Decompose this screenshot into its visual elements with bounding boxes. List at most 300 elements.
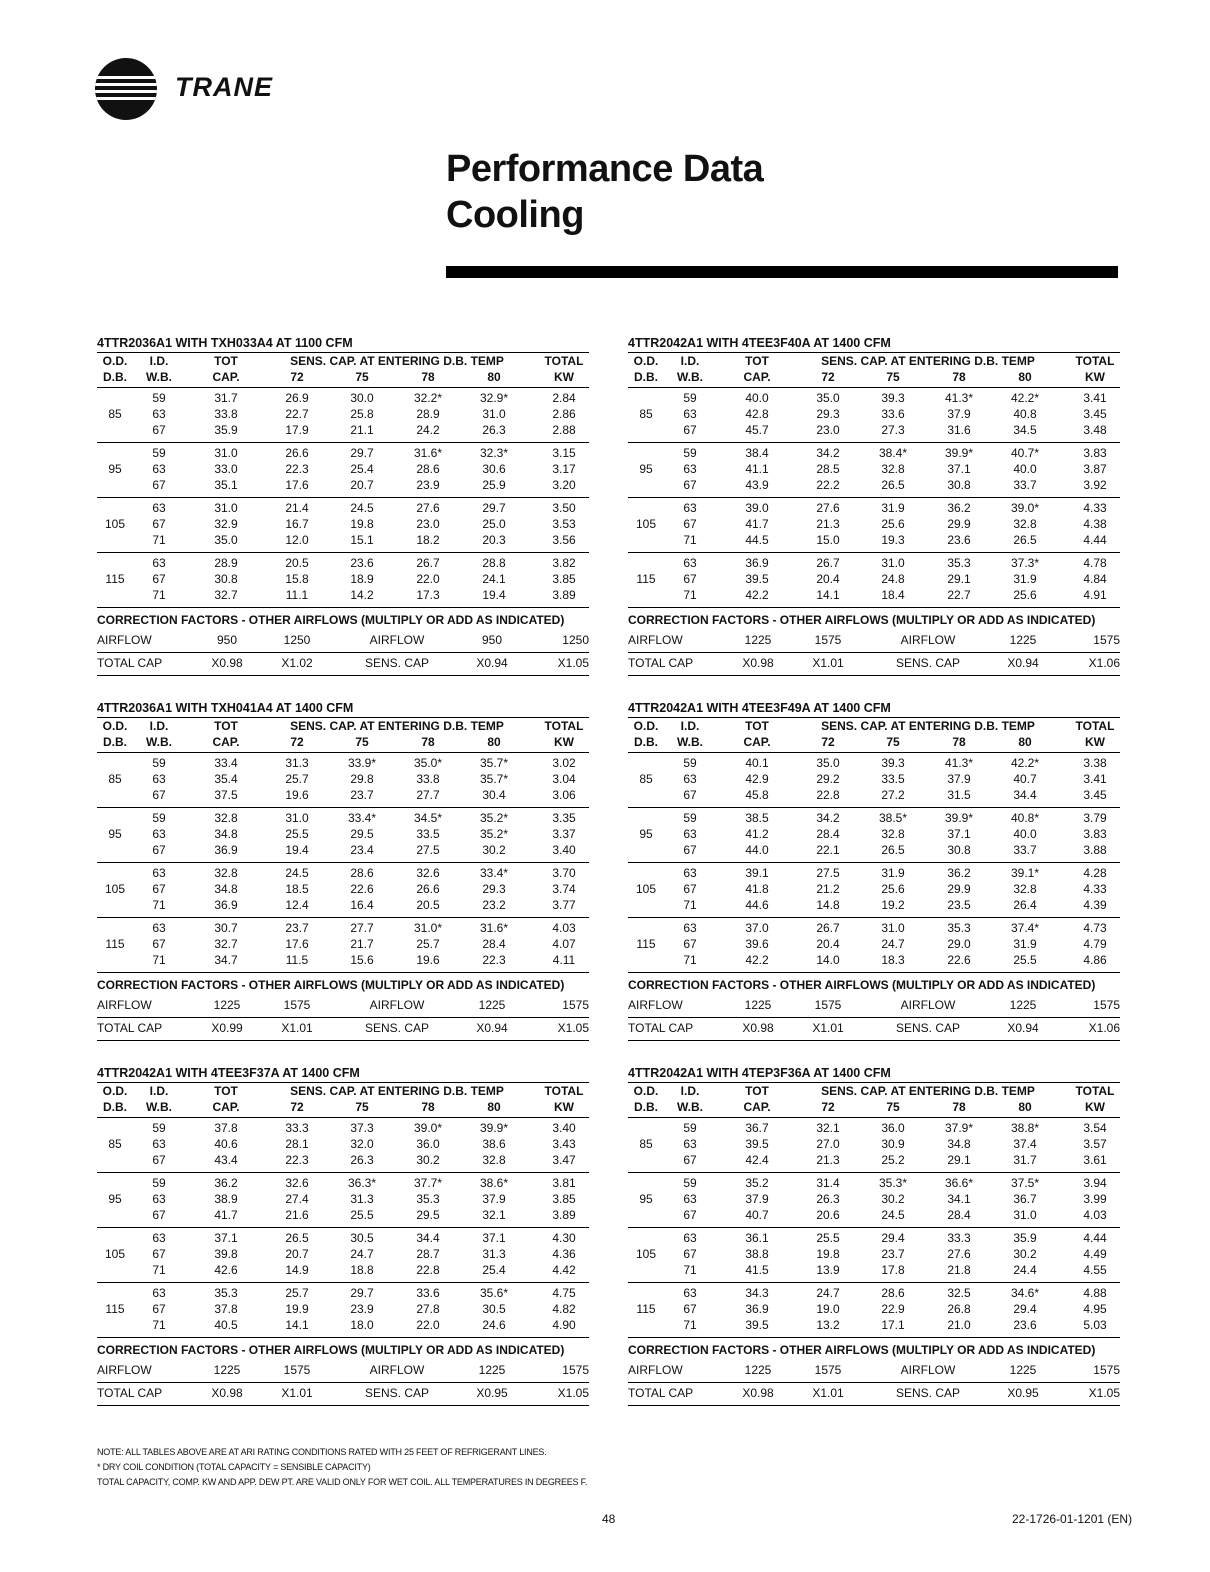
tot-cap-value: 34.8 [214, 882, 238, 896]
od-group [628, 1118, 1120, 1173]
tot-cap-value: 42.6 [214, 1263, 238, 1277]
total-cap-label: TOTAL CAP [97, 1386, 163, 1400]
sens-80-value: 25.6 [1013, 588, 1037, 602]
sens-80-value: 35.7* [479, 756, 509, 770]
tot-cap-value: 45.8 [745, 788, 769, 802]
airflow-value: 1575 [562, 998, 589, 1012]
sens-75-value: 31.9 [881, 501, 905, 515]
total-kw-value: 3.45 [1083, 788, 1107, 802]
airflow-label: AIRFLOW [369, 998, 425, 1012]
tot-cap-value: 32.8 [214, 811, 238, 825]
sens-75-value: 36.3* [347, 1176, 377, 1190]
tot-cap-value: 31.0 [214, 446, 238, 460]
sens-75-value: 28.6 [350, 866, 374, 880]
wb-value: 71 [152, 1263, 166, 1277]
sens-78-value: 23.0 [416, 517, 440, 531]
sens-75-value: 27.2 [881, 788, 905, 802]
od-temperature: 95 [108, 1192, 122, 1206]
total-kw-value: 4.90 [552, 1318, 576, 1332]
wb-value: 59 [152, 756, 166, 770]
tot-cap-value: 31.7 [214, 391, 238, 405]
tot-cap-value: 32.9 [214, 517, 238, 531]
airflow-row [97, 1360, 589, 1383]
header-db: D.B. [634, 1100, 658, 1114]
sens-78-value: 29.1 [947, 1153, 971, 1167]
trane-logo [95, 58, 295, 122]
header-cap: CAP. [212, 1100, 240, 1114]
total-kw-value: 3.41 [1083, 391, 1107, 405]
sens-75-value: 25.6 [881, 882, 905, 896]
od-temperature: 105 [104, 517, 126, 531]
tot-cap-value: 35.3 [214, 1286, 238, 1300]
sens-72-value: 11.5 [285, 953, 309, 967]
tot-cap-value: 45.7 [745, 423, 769, 437]
sens-80-value: 38.8* [1010, 1121, 1040, 1135]
sens-75-value: 29.5 [350, 827, 374, 841]
wb-value: 67 [683, 1208, 697, 1222]
header-kw: KW [554, 1100, 574, 1114]
sens-78-value: 28.6 [416, 462, 440, 476]
sens-72-value: 25.5 [285, 827, 309, 841]
header-tot: TOT [745, 1084, 769, 1098]
sens-78-value: 29.9 [947, 517, 971, 531]
sens-80-value: 37.3* [1010, 556, 1040, 570]
sens-cap-factor: X0.95 [1007, 1386, 1039, 1400]
wb-value: 67 [152, 572, 166, 586]
sens-cap-label: SENS. CAP [895, 1021, 961, 1035]
sens-78-value: 33.6 [416, 1286, 440, 1300]
sens-78-value: 31.6 [947, 423, 971, 437]
sens-72-value: 33.3 [285, 1121, 309, 1135]
total-cap-row [628, 1383, 1120, 1406]
sens-80-value: 42.2* [1010, 391, 1040, 405]
sens-72-value: 14.9 [285, 1263, 309, 1277]
header-temp: 75 [355, 370, 369, 384]
sens-78-value: 36.0 [416, 1137, 440, 1151]
header-od: O.D. [102, 354, 128, 368]
tot-cap-value: 37.9 [745, 1192, 769, 1206]
od-temperature: 85 [639, 772, 653, 786]
od-group [97, 1283, 589, 1338]
header-cap: CAP. [212, 370, 240, 384]
header-temp: 72 [290, 370, 304, 384]
airflow-label: AIRFLOW [900, 1363, 956, 1377]
total-cap-row [97, 653, 589, 676]
airflow-label: AIRFLOW [369, 633, 425, 647]
tot-cap-value: 35.0 [214, 533, 238, 547]
od-temperature: 85 [108, 407, 122, 421]
sens-80-value: 36.7 [1013, 1192, 1037, 1206]
sens-72-value: 14.1 [285, 1318, 309, 1332]
tot-cap-value: 39.1 [745, 866, 769, 880]
sens-80-value: 28.4 [482, 937, 506, 951]
sens-80-value: 32.3* [479, 446, 509, 460]
header-temp: 78 [952, 735, 966, 749]
sens-78-value: 35.3 [947, 556, 971, 570]
sens-78-value: 26.8 [947, 1302, 971, 1316]
sens-72-value: 17.9 [285, 423, 309, 437]
airflow-row [628, 1360, 1120, 1383]
tot-cap-value: 33.8 [214, 407, 238, 421]
performance-table [97, 334, 589, 676]
tot-cap-value: 28.9 [214, 556, 238, 570]
sens-78-value: 35.0* [413, 756, 443, 770]
total-kw-value: 3.82 [552, 556, 576, 570]
airflow-value: 1575 [562, 1363, 589, 1377]
sens-80-value: 40.0 [1013, 462, 1037, 476]
performance-table [628, 334, 1120, 676]
sens-72-value: 31.4 [816, 1176, 840, 1190]
total-kw-value: 3.74 [552, 882, 576, 896]
sens-78-value: 27.8 [416, 1302, 440, 1316]
total-kw-value: 4.49 [1083, 1247, 1107, 1261]
tot-cap-value: 39.5 [745, 1137, 769, 1151]
sens-80-value: 31.9 [1013, 572, 1037, 586]
sens-78-value: 19.6 [416, 953, 440, 967]
sens-80-value: 40.7* [1010, 446, 1040, 460]
wb-value: 59 [152, 391, 166, 405]
sens-78-value: 34.8 [947, 1137, 971, 1151]
header-od: O.D. [633, 354, 659, 368]
note-line-1: NOTE: ALL TABLES ABOVE ARE AT ARI RATING CONDITIONS RATED WITH 25 FEET OF REFRIGERANT LINES. [97, 1447, 547, 1457]
od-temperature: 115 [636, 572, 656, 586]
tot-cap-value: 41.8 [745, 882, 769, 896]
sens-75-value: 17.8 [881, 1263, 905, 1277]
sens-75-value: 14.2 [350, 588, 374, 602]
wb-value: 67 [152, 423, 166, 437]
sens-cap-factor: X0.95 [476, 1386, 508, 1400]
sens-72-value: 22.1 [816, 843, 840, 857]
header-id: I.D. [680, 354, 700, 368]
wb-value: 63 [683, 921, 697, 935]
sens-75-value: 15.1 [350, 533, 374, 547]
sens-72-value: 26.6 [285, 446, 309, 460]
wb-value: 67 [683, 423, 697, 437]
header-tot: TOT [214, 719, 238, 733]
sens-80-value: 29.3 [482, 882, 506, 896]
sens-78-value: 22.0 [416, 572, 440, 586]
total-kw-value: 3.57 [1083, 1137, 1107, 1151]
airflow-value: 1225 [213, 1363, 241, 1377]
total-kw-value: 3.83 [1083, 827, 1107, 841]
sens-75-value: 24.5 [350, 501, 374, 515]
tot-cap-value: 38.8 [745, 1247, 769, 1261]
airflow-label: AIRFLOW [628, 633, 683, 647]
sens-80-value: 30.6 [482, 462, 506, 476]
sens-72-value: 20.6 [816, 1208, 840, 1222]
tot-cap-value: 32.7 [214, 937, 238, 951]
sens-72-value: 29.2 [816, 772, 840, 786]
sens-72-value: 25.7 [285, 1286, 309, 1300]
sens-78-value: 37.9 [947, 407, 971, 421]
sens-72-value: 35.0 [816, 756, 840, 770]
sens-80-value: 35.2* [479, 827, 509, 841]
sens-cap-factor: X0.94 [1007, 1021, 1039, 1035]
wb-value: 63 [152, 921, 166, 935]
sens-78-value: 18.2 [416, 533, 440, 547]
correction-title-bold: CORRECTION FACTORS - OTHER AIRFLOWS [628, 613, 889, 627]
sens-72-value: 32.6 [285, 1176, 309, 1190]
wb-value: 59 [683, 1176, 697, 1190]
tot-cap-value: 40.6 [214, 1137, 238, 1151]
total-kw-value: 3.38 [1083, 756, 1107, 770]
tot-cap-value: 31.0 [214, 501, 238, 515]
sens-80-value: 30.2 [482, 843, 506, 857]
sens-75-value: 27.3 [881, 423, 905, 437]
header-kw: KW [1085, 1100, 1105, 1114]
tot-cap-value: 42.2 [745, 953, 769, 967]
sens-78-value: 22.7 [947, 588, 971, 602]
wb-value: 67 [683, 788, 697, 802]
sens-78-value: 30.8 [947, 478, 971, 492]
header-temp: 80 [1018, 1100, 1032, 1114]
airflow-value: 1225 [478, 1363, 506, 1377]
total-cap-row [628, 653, 1120, 676]
sens-75-value: 35.3* [878, 1176, 908, 1190]
tot-cap-value: 44.6 [745, 898, 769, 912]
sens-72-value: 15.0 [816, 533, 840, 547]
airflow-row [97, 630, 589, 653]
sens-75-value: 26.3 [350, 1153, 374, 1167]
total-kw-value: 4.03 [1083, 1208, 1107, 1222]
wb-value: 63 [152, 407, 166, 421]
sens-75-value: 33.9* [347, 756, 377, 770]
total-kw-value: 3.45 [1083, 407, 1107, 421]
airflow-value: 1225 [744, 633, 772, 647]
airflow-value: 1225 [1009, 998, 1037, 1012]
header-tot: TOT [214, 1084, 238, 1098]
sens-78-value: 36.2 [947, 501, 971, 515]
wb-value: 63 [152, 1137, 166, 1151]
sens-75-value: 37.3 [350, 1121, 374, 1135]
airflow-value: 1225 [1009, 633, 1037, 647]
sens-cap-factor: X0.94 [476, 656, 508, 670]
sens-78-value: 23.6 [947, 533, 971, 547]
total-kw-value: 3.56 [552, 533, 576, 547]
sens-72-value: 22.7 [285, 407, 309, 421]
sens-78-value: 27.6 [416, 501, 440, 515]
sens-72-value: 35.0 [816, 391, 840, 405]
sens-75-value: 29.7 [350, 446, 374, 460]
od-temperature: 85 [639, 1137, 653, 1151]
sens-72-value: 22.3 [285, 462, 309, 476]
sens-80-value: 31.0 [1013, 1208, 1037, 1222]
sens-72-value: 26.3 [816, 1192, 840, 1206]
od-temperature: 115 [636, 1302, 656, 1316]
header-sens-cap: SENS. CAP. AT ENTERING D.B. TEMP [821, 719, 1035, 733]
sens-78-value: 36.2 [947, 866, 971, 880]
airflow-value: 1575 [814, 633, 842, 647]
tot-cap-value: 43.9 [745, 478, 769, 492]
sens-78-value: 30.2 [416, 1153, 440, 1167]
sens-72-value: 21.6 [285, 1208, 309, 1222]
airflow-value: 1250 [562, 633, 589, 647]
od-group [97, 1118, 589, 1173]
total-cap-row [97, 1383, 589, 1406]
wb-value: 59 [152, 811, 166, 825]
tot-cap-value: 36.9 [214, 898, 238, 912]
wb-value: 63 [152, 462, 166, 476]
wb-value: 71 [152, 588, 166, 602]
sens-75-value: 24.7 [350, 1247, 374, 1261]
total-kw-value: 4.39 [1083, 898, 1107, 912]
total-cap-row [97, 1018, 589, 1041]
total-kw-value: 3.50 [552, 501, 576, 515]
od-group [628, 443, 1120, 498]
sens-75-value: 23.6 [350, 556, 374, 570]
sens-72-value: 13.2 [816, 1318, 840, 1332]
tot-cap-value: 39.5 [745, 1318, 769, 1332]
total-kw-value: 4.82 [552, 1302, 576, 1316]
airflow-value: 1575 [1093, 1363, 1120, 1377]
airflow-value: 950 [481, 633, 503, 647]
total-kw-value: 4.86 [1083, 953, 1107, 967]
correction-factors-title [97, 973, 589, 995]
total-kw-value: 4.30 [552, 1231, 576, 1245]
header-id: I.D. [680, 1084, 700, 1098]
header-total: TOTAL [544, 354, 584, 368]
table-title: 4TTR2042A1 WITH 4TEE3F37A AT 1400 CFM [97, 1064, 589, 1083]
sens-75-value: 25.6 [881, 517, 905, 531]
header-wb: W.B. [677, 1100, 703, 1114]
od-temperature: 115 [636, 937, 656, 951]
page-title-line1: Performance Data [446, 148, 764, 190]
total-kw-value: 3.37 [552, 827, 576, 841]
total-kw-value: 2.84 [552, 391, 576, 405]
table-title: 4TTR2036A1 WITH TXH033A4 AT 1100 CFM [97, 334, 589, 353]
airflow-value: 1575 [814, 1363, 842, 1377]
wb-value: 63 [683, 866, 697, 880]
header-total: TOTAL [544, 1084, 584, 1098]
wb-value: 59 [683, 756, 697, 770]
total-kw-value: 3.54 [1083, 1121, 1107, 1135]
header-od: O.D. [633, 1084, 659, 1098]
sens-72-value: 28.1 [285, 1137, 309, 1151]
header-db: D.B. [634, 370, 658, 384]
sens-78-value: 25.7 [416, 937, 440, 951]
sens-72-value: 11.1 [285, 588, 309, 602]
tot-cap-value: 43.4 [214, 1153, 238, 1167]
tot-cap-value: 39.5 [745, 572, 769, 586]
sens-78-value: 20.5 [416, 898, 440, 912]
header-kw: KW [554, 735, 574, 749]
wb-value: 71 [152, 1318, 166, 1332]
sens-78-value: 27.6 [947, 1247, 971, 1261]
sens-72-value: 22.2 [816, 478, 840, 492]
sens-80-value: 31.3 [482, 1247, 506, 1261]
sens-75-value: 19.8 [350, 517, 374, 531]
tot-cap-value: 38.5 [745, 811, 769, 825]
sens-80-value: 39.1* [1010, 866, 1040, 880]
wb-value: 67 [152, 1153, 166, 1167]
sens-72-value: 26.7 [816, 556, 840, 570]
sens-72-value: 17.6 [285, 937, 309, 951]
sens-80-value: 19.4 [482, 588, 506, 602]
od-temperature: 115 [105, 1302, 125, 1316]
total-kw-value: 4.88 [1083, 1286, 1107, 1300]
sens-78-value: 29.0 [947, 937, 971, 951]
sens-cap-factor: X1.06 [1088, 656, 1120, 670]
airflow-value: 1575 [1093, 998, 1120, 1012]
header-wb: W.B. [146, 735, 172, 749]
od-temperature: 95 [639, 1192, 653, 1206]
wb-value: 67 [152, 1247, 166, 1261]
wb-value: 71 [683, 588, 697, 602]
sens-72-value: 19.4 [285, 843, 309, 857]
od-temperature: 85 [108, 772, 122, 786]
sens-72-value: 21.2 [816, 882, 840, 896]
sens-80-value: 23.6 [1013, 1318, 1037, 1332]
correction-title-bold: CORRECTION FACTORS - OTHER AIRFLOWS [628, 1343, 889, 1357]
sens-72-value: 29.3 [816, 407, 840, 421]
sens-78-value: 33.5 [416, 827, 440, 841]
header-total: TOTAL [1075, 354, 1115, 368]
sens-75-value: 31.9 [881, 866, 905, 880]
title-rule [446, 266, 1118, 278]
wb-value: 67 [152, 478, 166, 492]
page-title-line2: Cooling [446, 194, 584, 236]
header-temp: 75 [355, 735, 369, 749]
correction-title-rest: (MULTIPLY OR ADD AS INDICATED) [357, 1343, 565, 1357]
wb-value: 71 [152, 898, 166, 912]
total-cap-factor: X0.98 [211, 1386, 243, 1400]
airflow-value: 1225 [744, 998, 772, 1012]
header-cap: CAP. [743, 1100, 771, 1114]
wb-value: 67 [152, 517, 166, 531]
sens-75-value: 31.3 [350, 1192, 374, 1206]
sens-80-value: 32.9* [479, 391, 509, 405]
total-kw-value: 4.91 [1083, 588, 1107, 602]
header-temp: 80 [487, 370, 501, 384]
page-title [446, 146, 763, 238]
sens-78-value: 39.9* [944, 446, 974, 460]
sens-72-value: 14.1 [816, 588, 840, 602]
wb-value: 63 [152, 772, 166, 786]
header-tot: TOT [745, 719, 769, 733]
tot-cap-value: 32.8 [214, 866, 238, 880]
sens-72-value: 24.5 [285, 866, 309, 880]
correction-title-bold: CORRECTION FACTORS - OTHER AIRFLOWS [628, 978, 889, 992]
sens-72-value: 12.0 [285, 533, 309, 547]
sens-72-value: 12.4 [285, 898, 309, 912]
sens-75-value: 24.7 [881, 937, 905, 951]
sens-80-value: 22.3 [482, 953, 506, 967]
wb-value: 63 [683, 407, 697, 421]
sens-75-value: 23.4 [350, 843, 374, 857]
correction-title-rest: (MULTIPLY OR ADD AS INDICATED) [357, 978, 565, 992]
tot-cap-value: 41.7 [745, 517, 769, 531]
od-temperature: 95 [108, 462, 122, 476]
sens-80-value: 32.8 [1013, 517, 1037, 531]
sens-cap-label: SENS. CAP [364, 656, 430, 670]
sens-75-value: 24.8 [881, 572, 905, 586]
total-cap-row [628, 1018, 1120, 1041]
wb-value: 67 [683, 843, 697, 857]
od-group [628, 918, 1120, 973]
tot-cap-value: 41.7 [214, 1208, 238, 1222]
sens-75-value: 16.4 [350, 898, 374, 912]
sens-80-value: 34.4 [1013, 788, 1037, 802]
total-kw-value: 4.11 [552, 953, 576, 967]
header-temp: 72 [821, 735, 835, 749]
correction-title-rest: (MULTIPLY OR ADD AS INDICATED) [357, 613, 565, 627]
wb-value: 71 [683, 953, 697, 967]
total-kw-value: 3.41 [1083, 772, 1107, 786]
wb-value: 67 [683, 478, 697, 492]
sens-72-value: 15.8 [285, 572, 309, 586]
sens-72-value: 14.8 [816, 898, 840, 912]
sens-75-value: 30.2 [881, 1192, 905, 1206]
